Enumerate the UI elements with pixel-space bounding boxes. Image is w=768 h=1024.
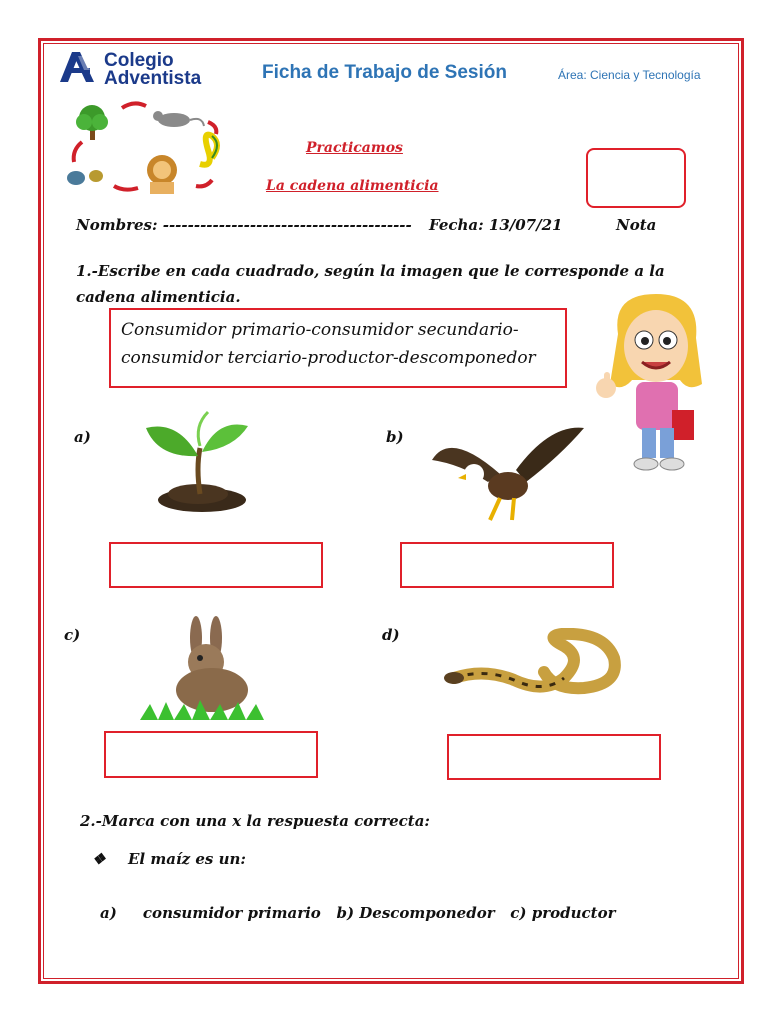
question-2-answers[interactable]: a) consumidor primario b) Descomponedor c) productor: [100, 904, 616, 922]
logo-line-2: Adventista: [104, 68, 202, 89]
snake-icon: [444, 628, 624, 704]
subtitle-food-chain: La cadena alimenticia: [266, 178, 439, 194]
names-field-label: Nombres: ----------------------------------------: [76, 216, 412, 234]
date-label: Fecha: 13/07/21: [429, 216, 563, 234]
options-text: Consumidor primario-consumidor secundario-consumidor terciario-productor-descomponedor: [121, 320, 536, 368]
question-2-text: 2.-Marca con una x la respuesta correcta:: [80, 812, 430, 830]
options-box: [109, 308, 567, 388]
page-title: Ficha de Trabajo de Sesión: [262, 62, 507, 83]
grade-label: Nota: [616, 216, 657, 234]
item-a-label: a): [74, 428, 91, 446]
food-chain-cycle-icon: [62, 98, 240, 198]
plant-sprout-icon: [138, 408, 248, 518]
answer-box-c[interactable]: [104, 731, 318, 778]
school-logo-icon: [58, 50, 96, 84]
grade-box[interactable]: [586, 148, 686, 208]
rabbit-icon: [140, 608, 266, 720]
girl-thumbs-up-icon: [592, 292, 720, 480]
subtitle-practicamos: Practicamos: [306, 140, 403, 156]
item-d-label: d): [382, 626, 400, 644]
answer-box-b[interactable]: [400, 542, 614, 588]
eagle-icon: [430, 420, 586, 528]
question-2-prompt: El maíz es un:: [128, 850, 246, 868]
item-b-label: b): [386, 428, 404, 446]
answer-box-d[interactable]: [447, 734, 661, 780]
bullet-icon: ❖: [92, 850, 106, 868]
answer-box-a[interactable]: [109, 542, 323, 588]
question-1-text: 1.-Escribe en cada cuadrado, según la imagen que le corresponde a la cadena alimenticia.: [76, 262, 665, 306]
item-c-label: c): [64, 626, 81, 644]
logo-line-1: Colegio: [104, 50, 174, 71]
area-label: Área: Ciencia y Tecnología: [558, 68, 701, 82]
